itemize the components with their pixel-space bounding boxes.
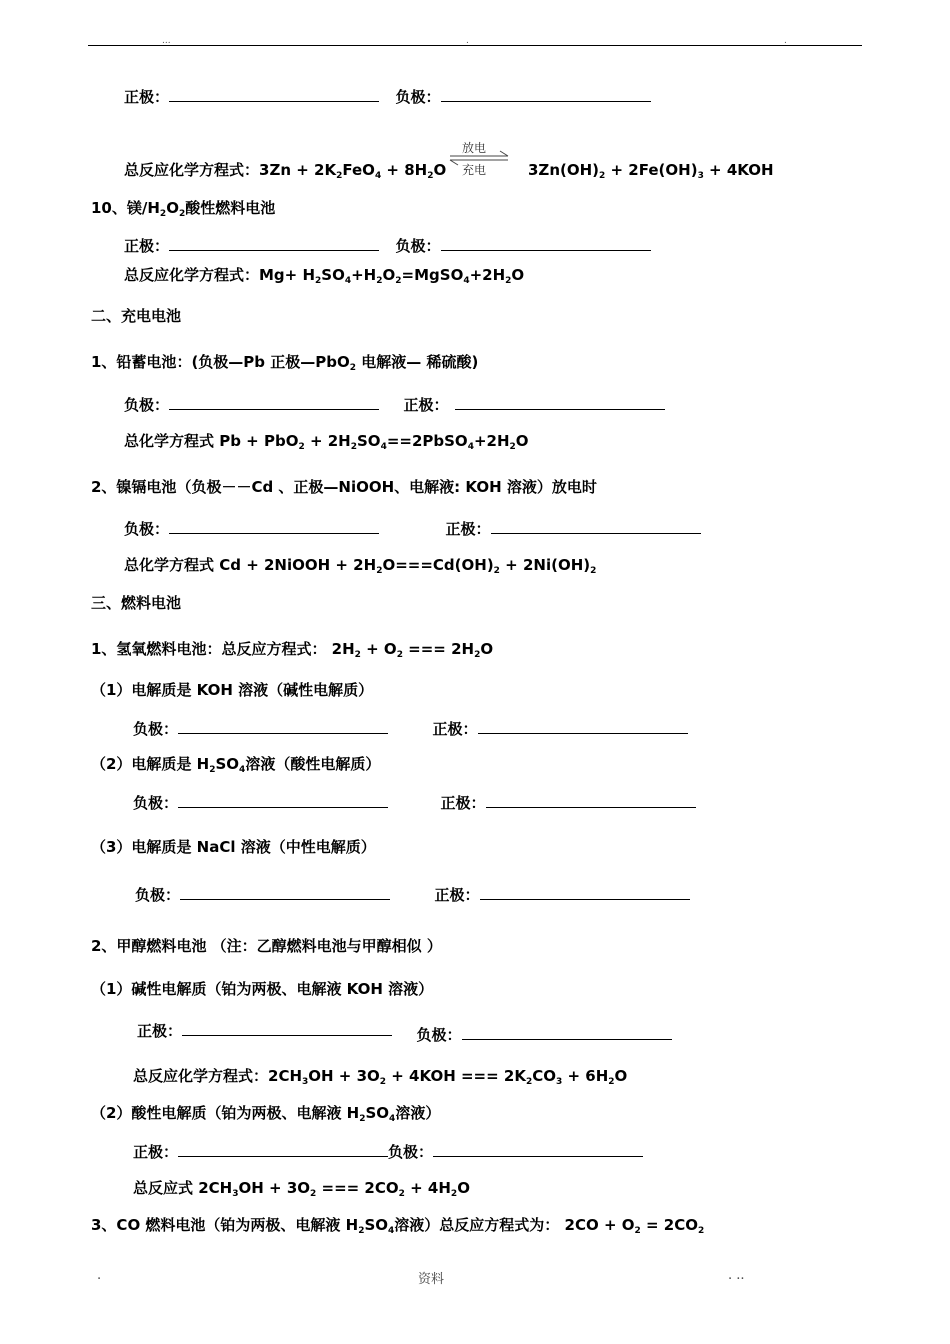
answer-blank[interactable]: [180, 885, 390, 900]
answer-blank[interactable]: [480, 885, 690, 900]
electrode-line-6: 负极： 正极：: [133, 793, 696, 812]
alkaline-electrolyte: （1）碱性电解质（铂为两极、电解液 KOH 溶液）: [91, 980, 434, 998]
footer-left-dot: .: [97, 1268, 102, 1283]
discharge-label: 放电: [462, 141, 487, 155]
answer-blank[interactable]: [178, 793, 388, 808]
answer-blank[interactable]: [182, 1021, 392, 1036]
answer-blank[interactable]: [169, 519, 379, 534]
answer-blank[interactable]: [462, 1025, 672, 1040]
electrode-line-7: 负极： 正极：: [135, 885, 690, 904]
electrode-line-2: 正极： 负极：: [124, 236, 651, 255]
total-reaction-products-1: $3Zn(OH)_2 + 2Fe(OH)_3 + 4KOH$: [528, 161, 774, 181]
electrode-line-5: 负极： 正极：: [133, 719, 688, 738]
methanol-alkaline-equation: 总反应化学方程式：$2CH_3OH + 3O_2 + 4KOH$ === $2K_2CO_3 + 6H_2O$: [133, 1067, 628, 1087]
answer-blank[interactable]: [455, 395, 665, 410]
electrode-line-3: 负极： 正极：: [124, 395, 665, 414]
answer-blank[interactable]: [169, 395, 379, 410]
electrode-line-8: 正极： 负极：: [137, 1021, 672, 1040]
electrode-line-4: 负极： 正极：: [124, 519, 701, 538]
footer-center-label: 资料: [418, 1272, 445, 1287]
header-dots-left: ...: [162, 36, 171, 46]
total-reaction-equation-2: 总反应化学方程式：$Mg+ H_2SO_4+H_2O_2=MgSO_4+2H_2O$: [124, 266, 525, 286]
lead-acid-total-equation: 总化学方程式 $Pb + PbO_2 + 2H_2SO_4==2PbSO_4+2H_2O$: [124, 432, 529, 452]
electrode-line-1: 正极： 负极：: [124, 87, 651, 106]
reversible-arrow: [448, 139, 510, 175]
co-fuel-cell-title: 3、CO 燃料电池（铂为两极、电解液 $H_2SO_4$溶液）总反应方程式为： $2CO + O_2 = 2CO_2$: [91, 1216, 705, 1236]
answer-blank[interactable]: [486, 793, 696, 808]
hydrogen-fuel-cell-title: 1、氢氧燃料电池：总反应方程式： $2H_2 + O_2$ === $2H_2O$: [91, 640, 494, 660]
methanol-acidic-equation: 总反应式 $2CH_3OH + 3O_2$ === $2CO_2 + 4H_2O$: [133, 1179, 470, 1199]
header-rule: [88, 45, 862, 46]
header-dot-right: .: [784, 36, 787, 46]
answer-blank[interactable]: [178, 1142, 388, 1157]
answer-blank[interactable]: [433, 1142, 643, 1157]
electrolyte-nacl: （3）电解质是 NaCl 溶液（中性电解质）: [91, 838, 376, 856]
section-heading-2: 二、充电电池: [91, 307, 182, 325]
answer-blank[interactable]: [169, 87, 379, 102]
electrode-line-9: 正极： 负极：: [133, 1142, 643, 1161]
answer-blank[interactable]: [169, 236, 379, 251]
answer-blank[interactable]: [491, 519, 701, 534]
header-dot-center: .: [466, 36, 469, 46]
electrolyte-koh: （1）电解质是 KOH 溶液（碱性电解质）: [91, 681, 374, 699]
footer-right-dots: . ..: [728, 1268, 745, 1283]
answer-blank[interactable]: [441, 87, 651, 102]
acidic-electrolyte: （2）酸性电解质（铂为两极、电解液 $H_2SO_4$溶液）: [91, 1104, 441, 1124]
section-heading-3: 三、燃料电池: [91, 594, 182, 612]
answer-blank[interactable]: [478, 719, 688, 734]
methanol-fuel-cell-title: 2、甲醇燃料电池 （注：乙醇燃料电池与甲醇相似 ）: [91, 937, 442, 955]
total-reaction-equation-1: 总反应化学方程式：$3Zn + 2K_2FeO_4 + 8H_2O$: [124, 161, 447, 181]
section-item-10: 10、镁$/H_2O_2$酸性燃料电池: [91, 199, 276, 219]
nicd-battery-title: 2、镍镉电池（负极－－Cd 、正极—NiOOH、电解液: KOH 溶液）放电时: [91, 478, 597, 496]
nicd-total-equation: 总化学方程式 Cd + 2NiOOH + $2H_2O===Cd(OH)_2 + 2Ni(OH)_2$: [124, 556, 597, 576]
answer-blank[interactable]: [178, 719, 388, 734]
electrolyte-h2so4: （2）电解质是 $H_2SO_4$溶液（酸性电解质）: [91, 755, 381, 775]
lead-acid-battery-title: 1、铅蓄电池：(负极—Pb 正极—PbO$_2$ 电解液— 稀硫酸): [91, 353, 479, 373]
charge-label: 充电: [462, 163, 487, 177]
answer-blank[interactable]: [441, 236, 651, 251]
